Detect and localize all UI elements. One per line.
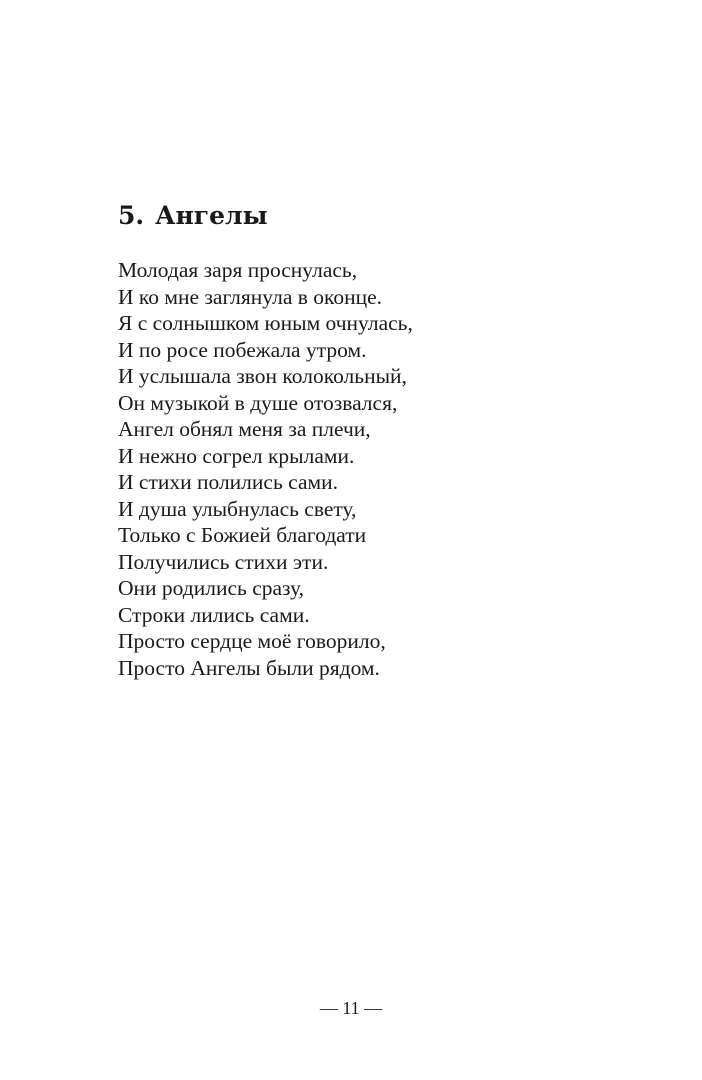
poem-line: Просто сердце моё говорило, [118,629,386,653]
poem-line: Они родились сразу, [118,576,305,600]
poem-line: Просто Ангелы были рядом. [118,655,380,680]
poem-line: И нежно согрел крылами. [118,443,355,468]
chapter-title: Ангелы [155,201,268,230]
poem-line: Я с солнышком юным очнулась, [118,311,413,335]
poem-line: Строки лились сами. [118,602,310,627]
poem-line: И услышала звон колокольный, [118,364,407,388]
poem-line: Только с Божией благодати [118,523,367,547]
page-number: — 11 — [319,998,383,1018]
chapter-number: 5. [118,201,145,230]
poem-line: И стихи полились сами. [118,470,338,494]
poem-line: И по росе побежала утром. [118,337,367,362]
poem-line: Ангел обнял меня за плечи, [118,417,371,441]
poem-line: Молодая заря проснулась, [118,258,358,282]
poem-line: И ко мне заглянула в оконце. [118,284,383,309]
chapter-heading [118,196,268,236]
poem-text [118,257,413,681]
poem-line: И душа улыбнулась свету, [118,496,357,521]
poem-line: Получились стихи эти. [118,549,329,574]
poem-line: Он музыкой в душе отозвался, [118,390,398,415]
